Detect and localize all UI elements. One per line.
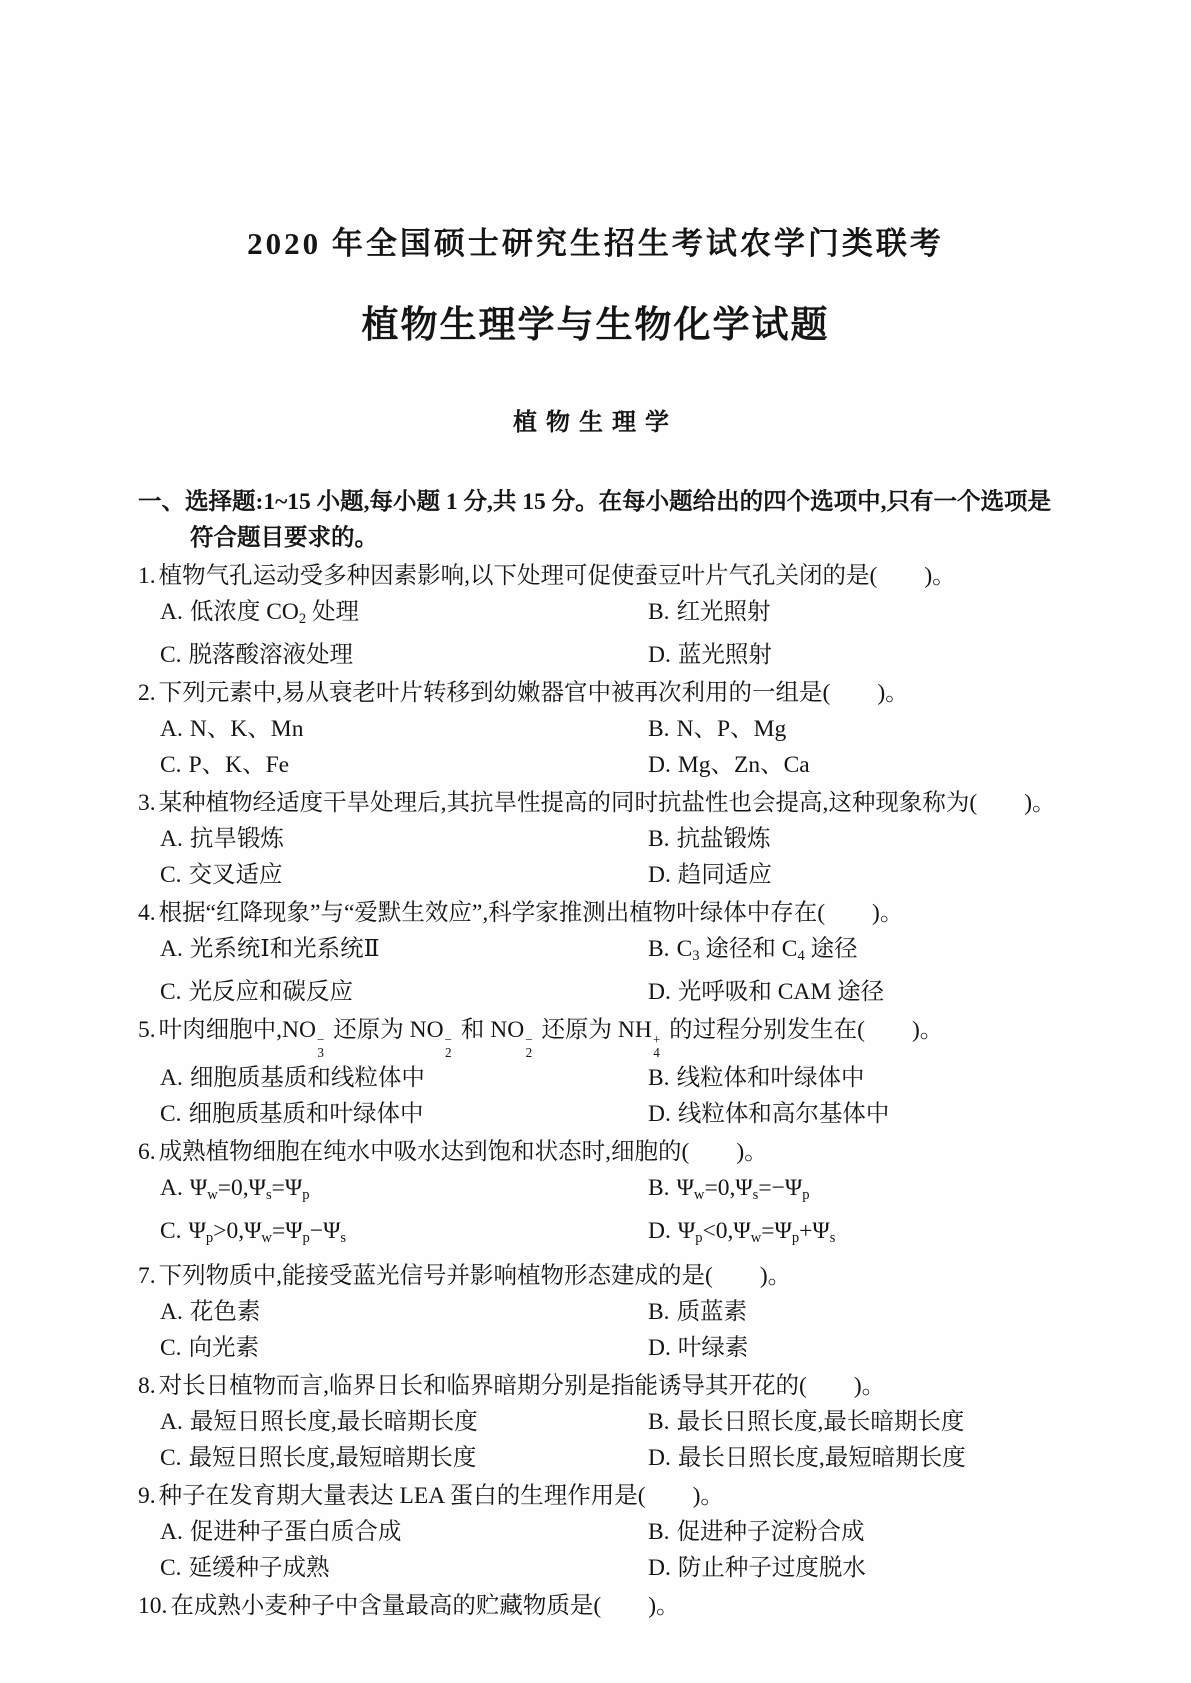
option-text: 最短日照长度,最短暗期长度 [188,1444,477,1471]
section-heading: 植物生理学 [513,410,678,436]
instructions-line-1: 一、选择题:1~15 小题,每小题 1 分,共 15 分。在每小题给出的四个选项中,只有一个选项是 [138,489,1052,515]
option [160,1060,648,1096]
question-stem: 下列物质中,能接受蓝光信号并影响植物形态建成的是( )。 [158,1262,792,1289]
question-options [138,1514,1090,1586]
option-label: C. [160,1100,182,1127]
question-stem-row [138,1134,1090,1170]
option-text: 光呼吸和 CAM 途径 [677,979,885,1006]
option [648,1404,1090,1440]
question-stem-row [138,1258,1090,1294]
option [160,1404,648,1440]
option [160,821,648,857]
question-stem-row [138,895,1090,931]
option-label: A. [160,1518,183,1545]
option-label: D. [648,1334,671,1361]
option-label: A. [160,1298,183,1325]
option-text: 光反应和碳反应 [188,979,354,1006]
option-text: $\Psi_p>0,\Psi_w=\Psi_p-\Psi_s$ [188,1217,347,1246]
option-text: 红光照射 [676,599,771,625]
option-label: A. [160,599,183,625]
exam-content [138,484,1090,1624]
question-stem-row [138,1588,1090,1624]
option-text: 线粒体和高尔基体中 [677,1100,890,1127]
question-number: 10. [138,1592,168,1619]
question-list [138,558,1090,1624]
question-options [138,1294,1090,1366]
option-label: A. [160,1408,183,1435]
option-label: C. [160,752,182,779]
option-text: $C_3$ 途径和 $C_4$ 途径 [676,936,858,965]
option-text: 交叉适应 [188,862,283,889]
option [648,711,1090,747]
option-text: 向光素 [188,1334,260,1361]
question-options [138,594,1090,673]
question-block [138,895,1090,1010]
option [648,1096,1090,1132]
question-number: 7. [138,1262,156,1289]
option-label: A. [160,936,183,963]
question-stem: 叶肉细胞中,NO − 3 还原为 NO − 2 和 NO − 2 还原为 NH + 4 的过程分别发生在( )。 [158,1017,944,1061]
option-text: 花色素 [189,1298,261,1325]
option-text: 最长日照长度,最短暗期长度 [677,1444,966,1471]
question-stem: 某种植物经适度干旱处理后,其抗旱性提高的同时抗盐性也会提高,这种现象称为( )。 [158,790,1056,817]
option [160,1330,648,1366]
option-label: A. [160,826,183,853]
option [160,1170,648,1213]
exam-subtitle: 植物生理学与生物化学试题 [361,305,830,346]
question-stem: 在成熟小麦种子中含量最高的贮藏物质是( )。 [170,1592,680,1619]
option-text: 防止种子过度脱水 [677,1554,866,1581]
option-text: 促进种子淀粉合成 [676,1518,865,1545]
option-label: D. [648,752,671,779]
option-label: B. [648,936,670,963]
question-options [138,931,1090,1010]
question-block [138,558,1090,673]
instructions-line-2: 符合题目要求的。 [190,525,378,551]
option [648,1440,1090,1476]
question-number: 6. [138,1138,156,1165]
question-stem-row [138,785,1090,821]
option [160,1440,648,1476]
option-text: 叶绿素 [677,1334,749,1361]
question-stem-row [138,1368,1090,1404]
option-label: C. [160,1444,182,1471]
question-block [138,1368,1090,1476]
option-label: D. [648,979,671,1006]
option-text: 线粒体和叶绿体中 [676,1064,865,1091]
option-text: 蓝光照射 [677,642,772,669]
question-stem: 根据“红降现象”与“爱默生效应”,科学家推测出植物叶绿体中存在( )。 [158,900,904,927]
question-number: 4. [138,900,156,927]
question-stem: 下列元素中,易从衰老叶片转移到幼嫩器官中被再次利用的一组是( )。 [158,680,909,707]
option [160,1514,648,1550]
option [160,1550,648,1586]
option-text: $\Psi_w=0,\Psi_s=\Psi_p$ [189,1174,310,1203]
option [160,747,648,783]
option [160,1294,648,1330]
question-stem-row [138,1012,1090,1059]
option-text: N、K、Mn [189,716,304,743]
option-label: B. [648,599,670,625]
option-label: A. [160,716,183,743]
option [160,931,648,974]
question-stem-row [138,1478,1090,1514]
option-label: D. [648,1100,671,1127]
question-block [138,1258,1090,1366]
option-label: D. [648,642,671,669]
question-stem: 成熟植物细胞在纯水中吸水达到饱和状态时,细胞的( )。 [158,1138,768,1165]
option [648,1330,1090,1366]
option-label: A. [160,1174,183,1201]
option [160,857,648,893]
option-text: 抗盐锻炼 [676,826,771,853]
question-options [138,711,1090,783]
question-block [138,785,1090,893]
option-label: B. [648,826,670,853]
option-label: B. [648,1408,670,1435]
option-label: B. [648,1174,670,1201]
question-number: 5. [138,1017,156,1044]
option [648,637,1090,673]
instructions [138,484,1090,556]
option [648,747,1090,783]
option-label: C. [160,642,182,669]
question-stem-row [138,558,1090,594]
option [648,594,1090,637]
question-number: 2. [138,680,156,707]
question-options [138,1170,1090,1256]
question-number: 1. [138,563,156,589]
option-text: 最短日照长度,最长暗期长度 [189,1408,478,1435]
option-text: 抗旱锻炼 [189,826,284,853]
option-text: 最长日照长度,最长暗期长度 [676,1408,965,1435]
option [160,1213,648,1256]
question-block [138,1134,1090,1256]
question-stem: 对长日植物而言,临界日长和临界暗期分别是指能诱导其开花的( )。 [158,1372,886,1399]
option [648,931,1090,974]
option [648,1170,1090,1213]
option-label: D. [648,1217,671,1244]
option [160,637,648,673]
option [648,1550,1090,1586]
option-label: D. [648,1444,671,1471]
question-block [138,1588,1090,1624]
option-text: $\Psi_p<0,\Psi_w=\Psi_p+\Psi_s$ [677,1217,836,1246]
option [648,857,1090,893]
question-block [138,1012,1090,1131]
option-text: 促进种子蛋白质合成 [189,1518,402,1545]
exam-header [0,226,1191,438]
option-text: 脱落酸溶液处理 [188,642,354,669]
question-options [138,821,1090,893]
option-text: 低浓度 $CO_2$ 处理 [189,599,360,628]
option-label: B. [648,1298,670,1325]
option-label: C. [160,862,182,889]
option-label: D. [648,862,671,889]
question-block [138,1478,1090,1586]
option-label: B. [648,716,670,743]
option [160,594,648,637]
option-text: 细胞质基质和叶绿体中 [188,1100,424,1127]
question-number: 9. [138,1482,156,1509]
question-stem: 植物气孔运动受多种因素影响,以下处理可促使蚕豆叶片气孔关闭的是( )。 [158,563,956,589]
option-label: C. [160,1554,182,1581]
option [648,1294,1090,1330]
option-label: C. [160,1217,182,1244]
exam-title: 2020 年全国硕士研究生招生考试农学门类联考 [247,226,944,261]
option [648,1514,1090,1550]
question-block [138,675,1090,783]
option [160,974,648,1010]
option-text: N、P、Mg [676,716,787,743]
option-label: B. [648,1064,670,1091]
option-text: Mg、Zn、Ca [677,752,810,779]
option [648,1213,1090,1256]
option [648,821,1090,857]
option-text: 细胞质基质和线粒体中 [189,1064,425,1091]
option-text: 光系统Ⅰ和光系统Ⅱ [189,936,380,963]
question-number: 8. [138,1372,156,1399]
option-text: 延缓种子成熟 [188,1554,330,1581]
option-label: D. [648,1554,671,1581]
question-stem-row [138,675,1090,711]
question-stem: 种子在发育期大量表达 LEA 蛋白的生理作用是( )。 [158,1482,724,1509]
option [648,974,1090,1010]
option-label: C. [160,1334,182,1361]
option [160,711,648,747]
option-label: C. [160,979,182,1006]
option-text: $\Psi_w=0,\Psi_s=-\Psi_p$ [676,1174,810,1203]
option [160,1096,648,1132]
option-text: 质蓝素 [676,1298,748,1325]
option-text: P、K、Fe [188,752,290,779]
option [648,1060,1090,1096]
option-label: B. [648,1518,670,1545]
option-text: 趋同适应 [677,862,772,889]
question-options [138,1060,1090,1132]
option-label: A. [160,1064,183,1091]
question-options [138,1404,1090,1476]
question-number: 3. [138,790,156,817]
